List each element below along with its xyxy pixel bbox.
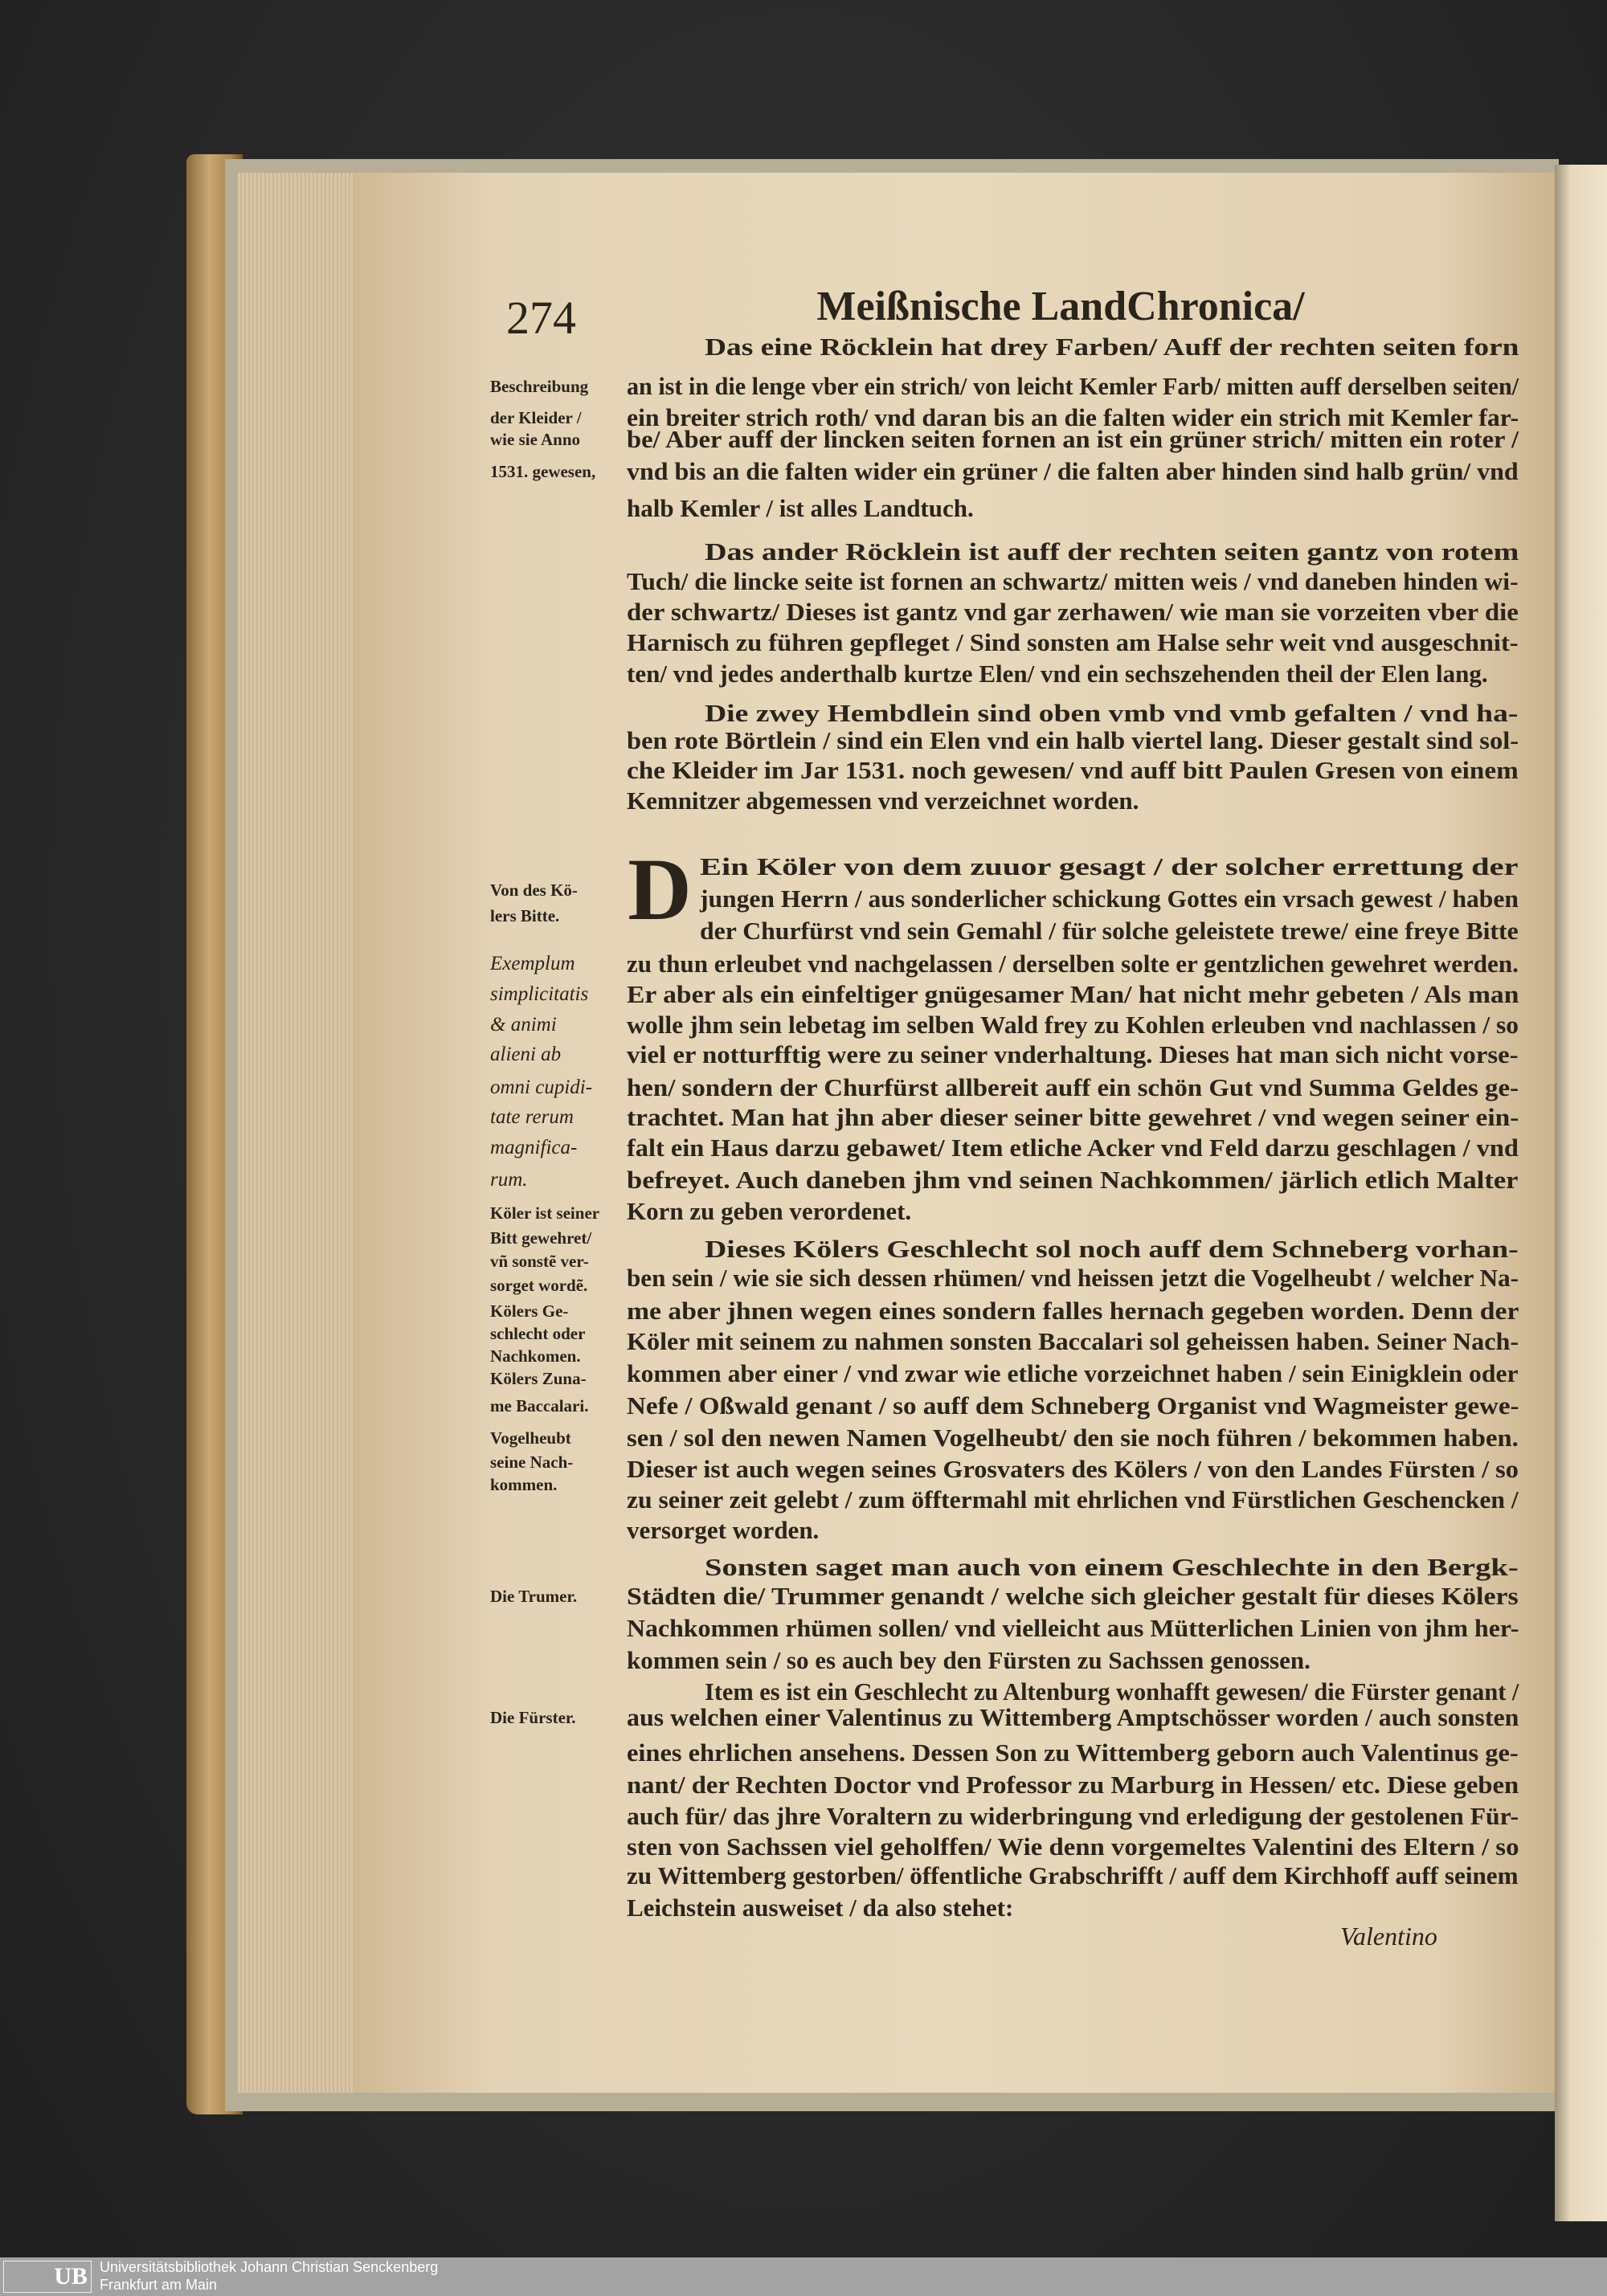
margin-note-line: 1531. gewesen, [490,462,596,481]
margin-note-line: Beschreibung [490,377,589,396]
text-line: der schwartz/ Dieses ist gantz vnd gar zerhawen/ wie man sie vorzeiten vber die [627,598,1519,626]
text-line: aus welchen einer Valentinus zu Wittemberg Amptschösser worden / auch sonsten [627,1703,1519,1731]
margin-note-line: sorget wordẽ. [490,1276,588,1295]
text-line: eines ehrlichen ansehens. Dessen Son zu Wittemberg geborn auch Valentinus ge- [627,1738,1519,1767]
page-number: 274 [506,292,576,344]
drop-cap: D [628,840,692,938]
text-line: jungen Herrn / aus sonderlicher schickung Gottes ein vrsach gewest / haben [700,884,1519,913]
text-line: der Churfürst vnd sein Gemahl / für solche geleistete trewe/ eine freye Bitte [700,917,1519,945]
institution-city: Frankfurt am Main [100,2277,218,2293]
text-line: Ein Köler von dem zuuor gesagt / der solcher errettung der [700,852,1519,880]
text-line: Die zwey Hembdlein sind oben vmb vnd vmb gefalten / vnd ha- [705,699,1519,727]
institution-name: Universitätsbibliothek Johann Christian Senckenberg [100,2259,439,2275]
text-line: befreyet. Auch daneben jhm vnd seinen Nachkommen/ järlich etlich Malter [627,1166,1519,1194]
margin-note-line: Bitt gewehret/ [490,1228,592,1248]
text-line: be/ Aber auff der lincken seiten fornen an ist ein grüner strich/ mitten ein roter / [627,425,1519,453]
margin-note-line: vñ sonstẽ ver- [490,1252,589,1271]
margin-note-line: Nachkomen. [490,1346,581,1366]
text-line: Das eine Röcklein hat drey Farben/ Auff der rechten seiten forn [705,333,1519,361]
library-footer [0,2257,1607,2296]
text-line: ein breiter strich roth/ vnd daran bis an die falten wider ein strich mit Kemler far- [627,403,1519,431]
margin-note-line: tate rerum [490,1106,574,1128]
text-line: Korn zu geben verordenet. [627,1197,912,1225]
text-line: Leichstein ausweiset / da also stehet: [627,1894,1014,1922]
text-line: Harnisch zu führen gepfleget / Sind sonsten am Halse sehr weit vnd ausgeschnit- [627,628,1519,656]
margin-note-line: Kölers Ge- [490,1301,569,1321]
text-line: Kemnitzer abgemessen vnd verzeichnet worden. [627,786,1139,815]
text-line: kommen aber einer / vnd zwar wie etliche vorzeichnet haben / sein Einigklein oder [627,1359,1519,1387]
text-line: hen/ sondern der Churfürst allbereit auff ein schön Gut vnd Summa Geldes ge- [627,1073,1519,1101]
margin-note-line: simplicitatis [490,983,589,1005]
margin-note-line: der Kleider / [490,408,582,427]
text-line: Köler mit seinem zu nahmen sonsten Baccalari sol geheissen haben. Seiner Nach- [627,1327,1519,1355]
text-line: auch für/ das jhre Voraltern zu widerbringung vnd erledigung der gestolenen Für- [627,1802,1519,1830]
margin-note-line: seine Nach- [490,1452,574,1472]
margin-note-line: Köler ist seiner [490,1203,600,1223]
margin-note-line: magnifica- [490,1137,578,1158]
text-line: halb Kemler / ist alles Landtuch. [627,494,974,522]
text-line: ben sein / wie sie sich dessen rhümen/ vnd heissen jetzt die Vogelheubt / welcher Na- [627,1264,1519,1292]
text-line: zu thun erleubet vnd nachgelassen / derselben solte er gentzlichen gewehret werden. [627,950,1519,978]
text-line: sten von Sachssen viel geholffen/ Wie denn vorgemeltes Valentini des Eltern / so [627,1832,1519,1861]
margin-note-line: omni cupidi- [490,1077,593,1098]
margin-note-line: kommen. [490,1475,558,1494]
text-line: Er aber als ein einfeltiger gnügesamer Man/ hat nicht mehr gebeten / Als man [627,980,1519,1008]
text-line: Nefe / Oßwald genant / so auff dem Schneberg Organist vnd Wagmeister gewe- [627,1391,1519,1420]
text-line: Städten die/ Trummer genandt / welche sich gleicher gestalt für dieses Kölers [627,1582,1519,1610]
margin-note-line: wie sie Anno [490,430,581,449]
text-line: falt ein Haus darzu gebawet/ Item etliche Acker vnd Feld darzu geschlagen / vnd [627,1134,1519,1162]
text-line: che Kleider im Jar 1531. noch gewesen/ vnd auff bitt Paulen Gresen von einem [627,756,1519,784]
text-line: Item es ist ein Geschlecht zu Altenburg wonhafft gewesen/ die Fürster genant / [705,1677,1519,1706]
margin-note-line: Exemplum [490,953,575,974]
margin-note-line: & animi [490,1014,557,1036]
text-line: Dieses Kölers Geschlecht sol noch auff dem Schneberg vorhan- [705,1235,1519,1263]
text-line: ten/ vnd jedes anderthalb kurtze Elen/ vnd ein sechszehenden theil der Elen lang. [627,660,1488,688]
text-line: zu seiner zeit gelebt / zum öfftermahl mit ehrlichen vnd Fürstlichen Geschencken / [627,1485,1519,1514]
text-line: nant/ der Rechten Doctor vnd Professor zu Marburg in Hessen/ etc. Diese geben [627,1771,1519,1799]
text-line: Dieser ist auch wegen seines Grosvaters des Kölers / von den Landes Fürsten / so [627,1455,1519,1483]
text-line: Das ander Röcklein ist auff der rechten seiten gantz von rotem [705,537,1519,566]
margin-note-line: Kölers Zuna- [490,1369,587,1388]
text-line: kommen sein / so es auch bey den Fürsten zu Sachssen genossen. [627,1646,1311,1674]
margin-note-line: Die Trumer. [490,1587,578,1606]
text-line: versorget worden. [627,1516,820,1544]
margin-note-line: lers Bitte. [490,906,560,925]
text-line: viel er notturfftig were zu seiner vnderhaltung. Dieses hat man sich nicht vorse- [627,1040,1519,1068]
margin-note-line: alieni ab [490,1044,562,1065]
text-line: vnd bis an die falten wider ein grüner / die falten aber hinden sind halb grün/ vnd [627,457,1519,485]
text-line: wolle jhm sein lebetag im selben Wald frey zu Kohlen erleuben vnd nachlassen / so [627,1011,1519,1039]
adjacent-page [1555,165,1607,2221]
margin-note-line: me Baccalari. [490,1396,589,1416]
margin-note-line: rum. [490,1169,528,1191]
margin-note-line: schlecht oder [490,1324,586,1343]
text-line: me aber jhnen wegen eines sondern falles hernach gegeben worden. Denn der [627,1297,1519,1325]
text-line: zu Wittemberg gestorben/ öffentliche Grabschrifft / auff dem Kirchhoff auff seinem [627,1861,1519,1890]
text-line: Tuch/ die lincke seite ist fornen an schwartz/ mitten weis / vnd daneben hinden wi- [627,567,1519,595]
running-title: Meißnische LandChronica/ [816,284,1305,329]
text-line: trachtet. Man hat jhn aber dieser seiner bitte gewehret / vnd wegen seiner ein- [627,1103,1519,1131]
margin-note-line: Von des Kö- [490,880,578,900]
margin-note-line: Die Fürster. [490,1708,576,1727]
text-line: an ist in die lenge vber ein strich/ von leicht Kemler Farb/ mitten auff derselben seiten/ [627,372,1519,400]
text-line: Nachkommen rhümen sollen/ vnd vielleicht aus Mütterlichen Linien von jhm her- [627,1614,1519,1642]
library-logo: UB [3,2261,92,2293]
text-line: ben rote Börtlein / sind ein Elen vnd ein halb viertel lang. Dieser gestalt sind sol- [627,726,1519,754]
catchword: Valentino [1340,1922,1437,1951]
text-line: sen / sol den newen Namen Vogelheubt/ den sie noch führen / bekommen haben. [627,1424,1519,1452]
margin-note-line: Vogelheubt [490,1428,571,1448]
text-line: Sonsten saget man auch von einem Geschlechte in den Bergk- [705,1553,1519,1581]
